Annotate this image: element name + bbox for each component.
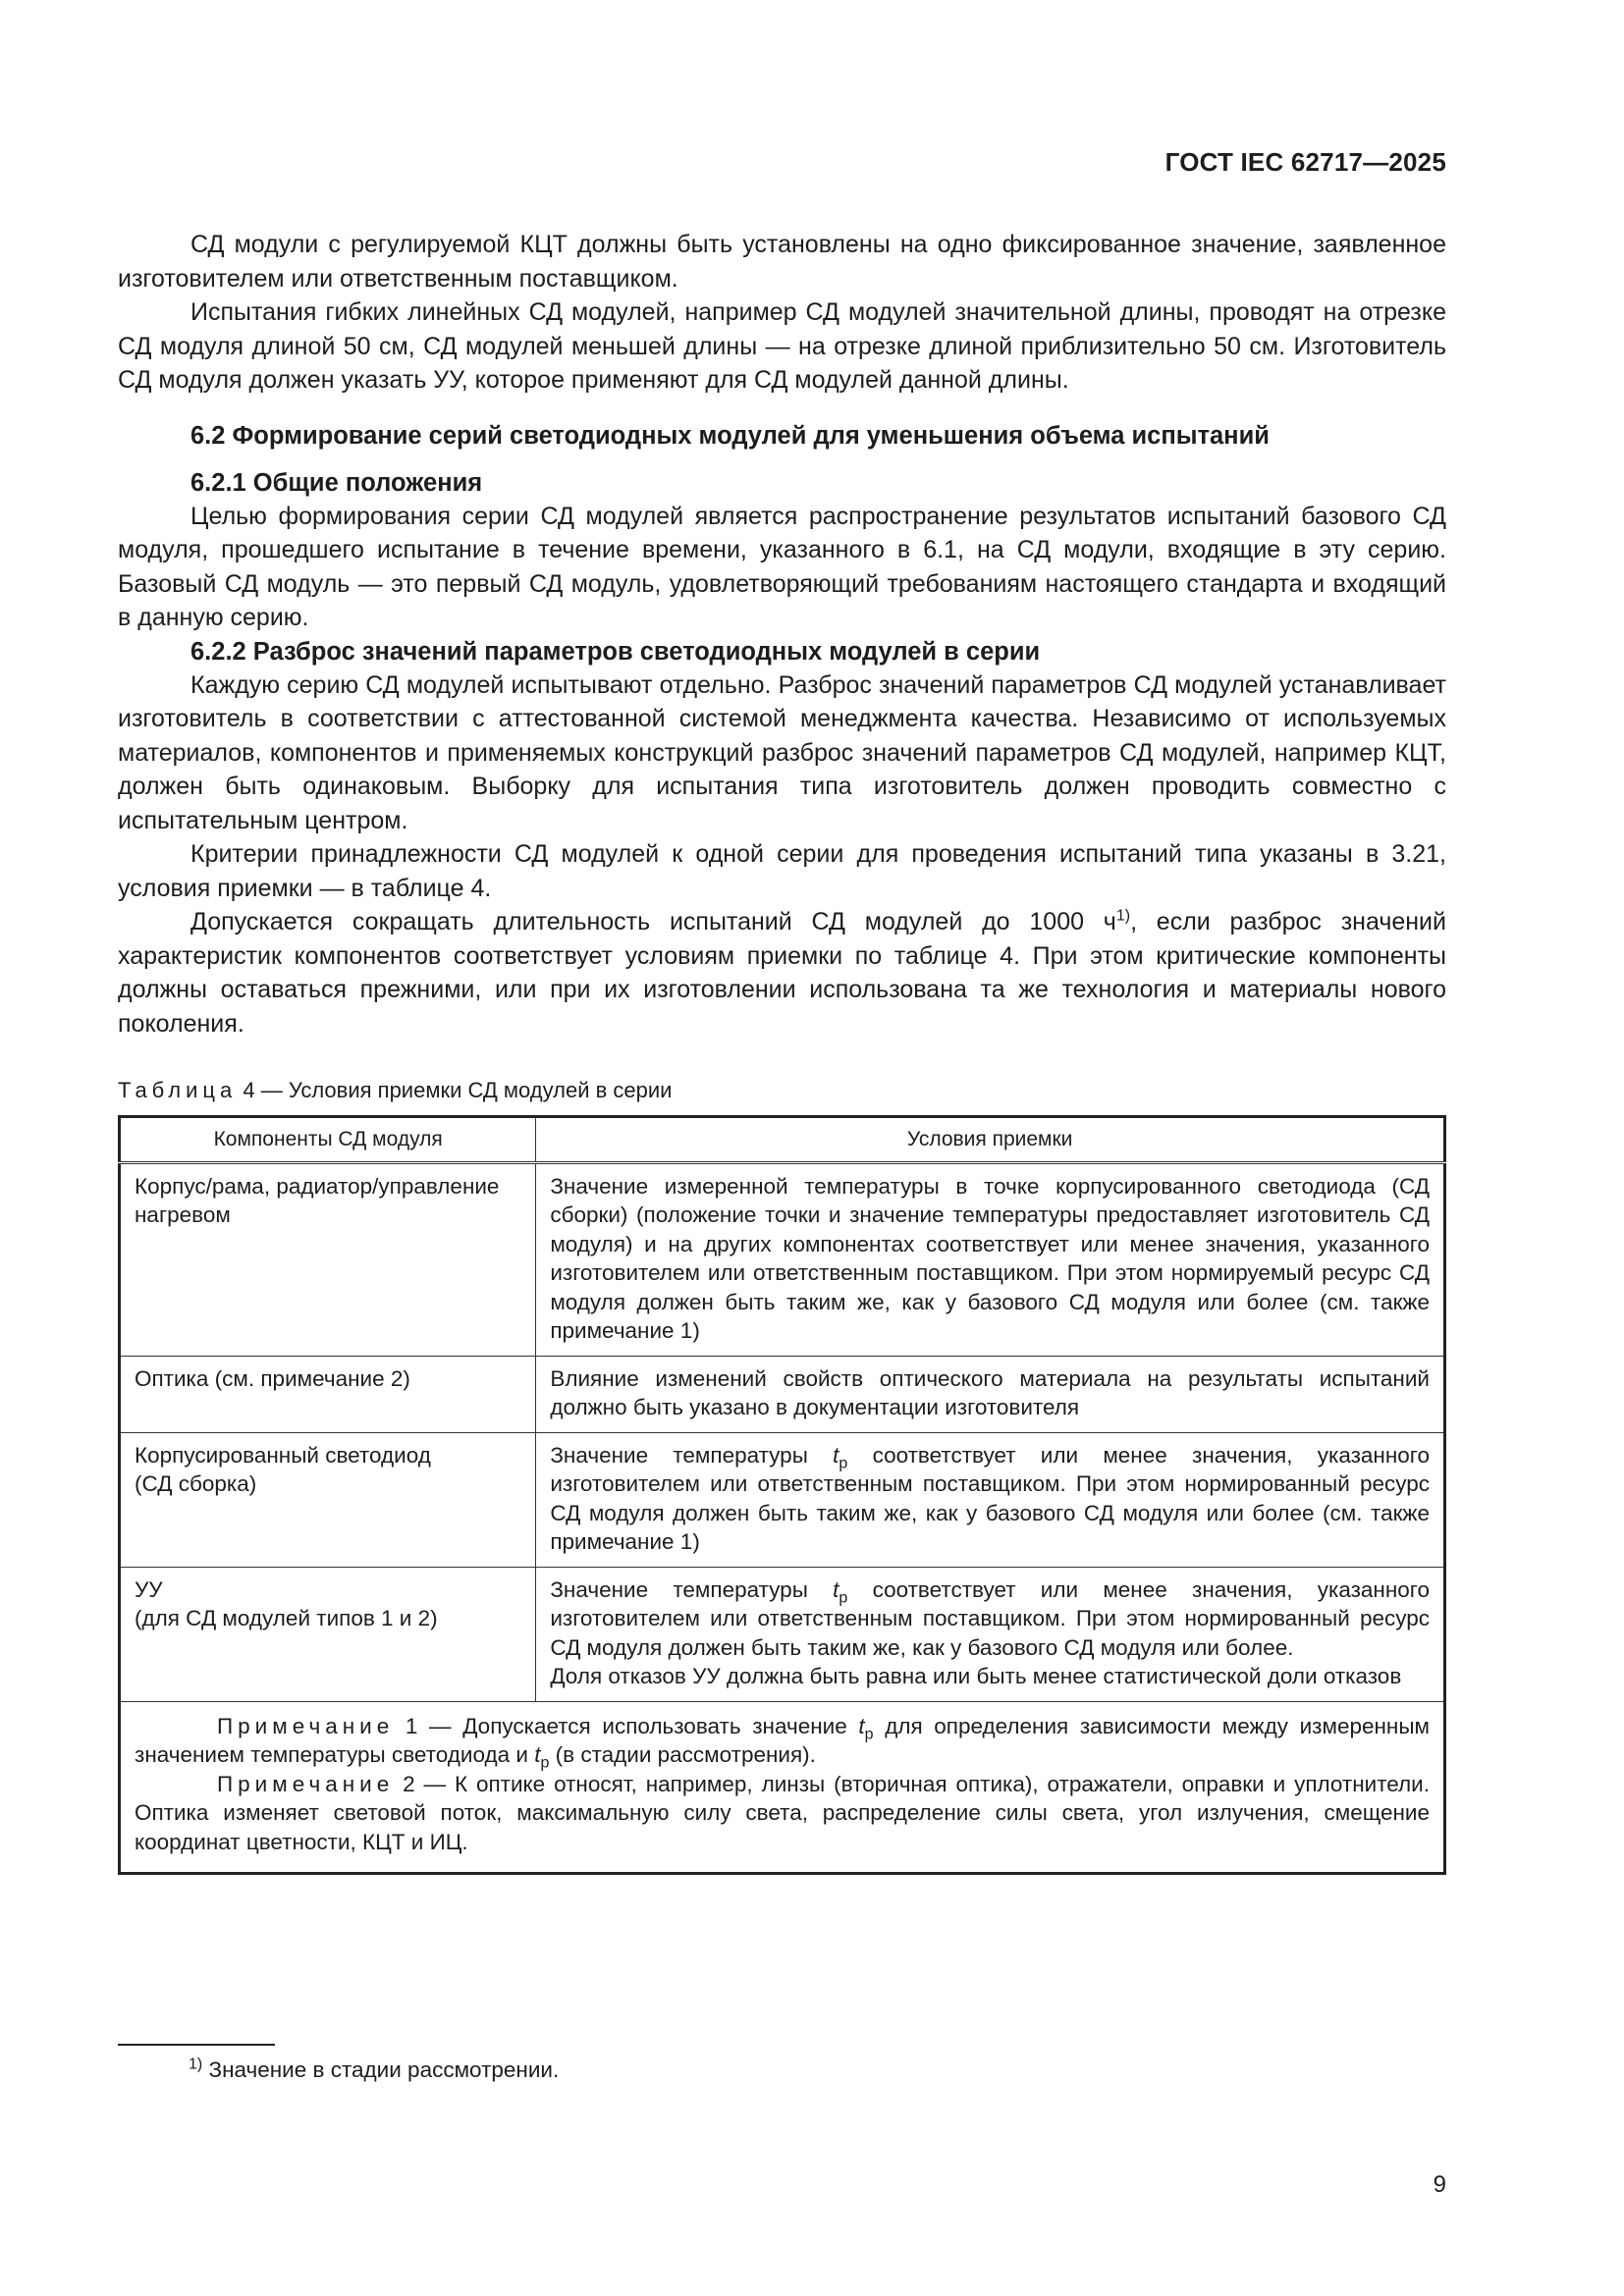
text-run: соответствует или менее значения, указанного изготовителем или ответственным поставщиком. При этом нормированный ресурс СД модуля должен быть таким же, как у базового СД модуля или более. xyxy=(550,1576,1430,1660)
component-line: (СД сборка) xyxy=(135,1471,257,1496)
table-note-2 xyxy=(135,1770,1430,1857)
paragraph: Каждую серию СД модулей испытывают отдельно. Разброс значений параметров СД модулей устанавливает изготовитель в соответствии с аттестованной системой менеджмента качества. Независимо от используемых материалов, компонентов и применяемых конструкций разброс значений параметров СД модулей, например КЦТ, должен быть одинаковым. Выборку для испытания типа изготовитель должен проводить совместно с испытательным центром. xyxy=(118,670,1446,834)
section-heading-6-2-1: 6.2.1 Общие положения xyxy=(190,468,483,497)
condition-cell xyxy=(536,1432,1445,1567)
component-cell: Корпус/рама, радиатор/управление нагревом xyxy=(120,1162,536,1356)
table-row xyxy=(120,1162,1445,1356)
note-number: 1 — xyxy=(394,1713,463,1738)
component-cell: Оптика (см. примечание 2) xyxy=(120,1356,536,1432)
text-run: К оптике относят, например, линзы (вторичная оптика), отражатели, оправки и уплотнители. Оптика изменяет световой поток, максимальную силу света, распределение силы света, угол излучения, смещение координат цветности, КЦТ и ИЦ. xyxy=(135,1771,1430,1854)
component-line: УУ xyxy=(135,1576,163,1602)
table-notes-row xyxy=(120,1701,1445,1874)
text-run: Значение температуры xyxy=(550,1576,834,1602)
condition-cell: Значение измеренной температуры в точке корпусированного светодиода (СД сборки) (положение точки и значение температуры предоставляет изготовитель СД модуля) и на других компонентах соответствует или менее значения, указанного изготовителем или ответственным поставщиком. При этом нормируемый ресурс СД модуля должен быть таким же, как у базового СД модуля или более (см. также примечание 1) xyxy=(536,1162,1445,1356)
notes-cell xyxy=(120,1701,1445,1874)
component-line: (для СД модулей типов 1 и 2) xyxy=(135,1606,438,1630)
component-line: Корпусированный светодиод xyxy=(135,1442,431,1468)
footnote xyxy=(189,2056,559,2085)
condition-cell xyxy=(536,1567,1445,1701)
symbol-subscript: p xyxy=(839,1589,848,1606)
acceptance-conditions-table xyxy=(118,1115,1446,1875)
symbol-subscript: p xyxy=(540,1754,550,1772)
text-run: соответствует или менее значения, указанного изготовителем или ответственным поставщиком. При этом нормированный ресурс СД модуля должен быть таким же, как у базового СД модуля или более (см. также примечание 1) xyxy=(550,1442,1430,1554)
symbol-t: t xyxy=(858,1713,865,1738)
table-note-1 xyxy=(135,1712,1430,1770)
document-page xyxy=(118,0,1446,2296)
table-caption-text: 4 — Условия приемки СД модулей в серии xyxy=(237,1078,673,1102)
paragraph: Целью формирования серии СД модулей является распространение результатов испытаний базового СД модуля, прошедшего испытание в течение времени, указанного в 6.1, на СД модули, входящие в эту серию. Базовый СД модуль — это первый СД модуль, удовлетворяющий требованиям настоящего стандарта и входящий в данную серию. xyxy=(118,502,1446,631)
footnote-text: Значение в стадии рассмотрении. xyxy=(202,2057,560,2082)
text-run: Допускается сокращать длительность испытаний СД модулей до 1000 ч xyxy=(190,908,1116,935)
note-label: Примечание xyxy=(217,1713,395,1738)
section-heading-6-2-2: 6.2.2 Разброс значений параметров светодиодных модулей в серии xyxy=(190,637,1041,666)
table-caption xyxy=(118,1076,1446,1105)
text-run: Допускается использовать значение xyxy=(462,1713,859,1738)
symbol-subscript: p xyxy=(839,1455,848,1471)
column-header: Условия приемки xyxy=(536,1117,1445,1163)
standard-header: ГОСТ IEC 62717—2025 xyxy=(1164,147,1446,177)
table-row xyxy=(120,1567,1445,1701)
footnote-reference: 1) xyxy=(1115,907,1131,925)
section-heading-6-2: 6.2 Формирование серий светодиодных модулей для уменьшения объема испытаний xyxy=(190,421,1270,450)
paragraph: Испытания гибких линейных СД модулей, например СД модулей значительной длины, проводят на отрезке СД модуля длиной 50 см, СД модулей меньшей длины — на отрезке длиной приблизительно 50 см. Изготовитель СД модуля должен указать УУ, которое применяют для СД модулей данной длины. xyxy=(118,298,1446,394)
component-cell xyxy=(120,1567,536,1701)
paragraph: СД модули с регулируемой КЦТ должны быть установлены на одно фиксированное значение, заявленное изготовителем или ответственным поставщиком. xyxy=(118,231,1446,293)
condition-cell: Влияние изменений свойств оптического материала на результаты испытаний должно быть указано в документации изготовителя xyxy=(536,1356,1445,1432)
text-run: , если разброс значений характеристик компонентов соответствует условиям приемки по таблице 4. При этом критические компоненты должны оставаться прежними, или при их изготовлении использована та же технология и материалы нового поколения. xyxy=(118,908,1446,1038)
footnote-separator xyxy=(118,2044,275,2046)
condition-line: Доля отказов УУ должна быть равна или быть менее статистической доли отказов xyxy=(550,1664,1402,1688)
text-run: для определения зависимости между измеренным значением температуры светодиода и xyxy=(135,1713,1430,1767)
symbol-t: t xyxy=(833,1576,839,1602)
table-caption-label: Таблица xyxy=(118,1078,238,1102)
symbol-t: t xyxy=(534,1742,541,1767)
symbol-t: t xyxy=(833,1442,839,1468)
note-number: 2 — xyxy=(394,1771,455,1796)
note-label: Примечание xyxy=(217,1771,395,1796)
condition-line xyxy=(550,1575,1430,1663)
table-row xyxy=(120,1356,1445,1432)
footnote-mark: 1) xyxy=(189,2056,203,2073)
paragraph: Критерии принадлежности СД модулей к одной серии для проведения испытаний типа указаны в 3.21, условия приемки — в таблице 4. xyxy=(118,840,1446,902)
column-header: Компоненты СД модуля xyxy=(120,1117,536,1163)
symbol-subscript: p xyxy=(864,1726,874,1742)
table-header-row xyxy=(120,1117,1445,1163)
page-number: 9 xyxy=(1433,2171,1446,2198)
table-row xyxy=(120,1432,1445,1567)
paragraph xyxy=(118,905,1446,1041)
text-run: Значение температуры xyxy=(550,1442,834,1468)
text-run: (в стадии рассмотрения). xyxy=(549,1742,816,1767)
document-body xyxy=(118,228,1446,1875)
component-cell xyxy=(120,1432,536,1567)
